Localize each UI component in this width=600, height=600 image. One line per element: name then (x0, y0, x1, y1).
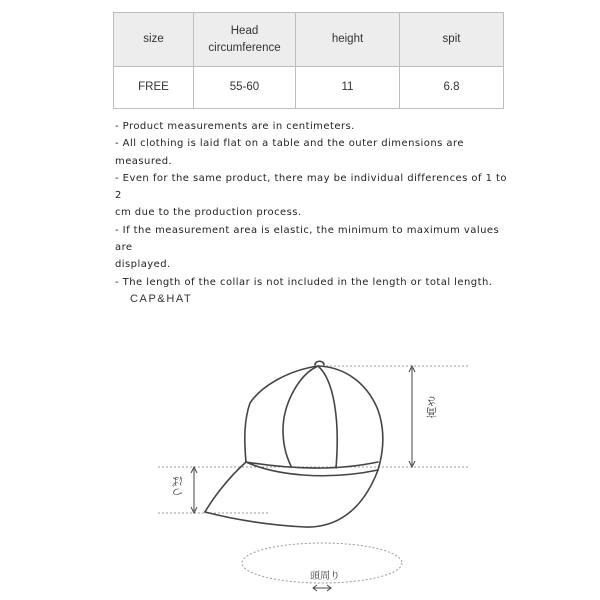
header-spit: spit (400, 13, 504, 67)
cap-button (315, 361, 324, 365)
guide-lines (158, 366, 468, 513)
note-line: cm due to the production process. (115, 207, 302, 219)
cell-size: FREE (114, 67, 194, 109)
header-head-line2: circumference (208, 41, 281, 54)
section-label-cap-hat: CAP&HAT (130, 293, 193, 305)
header-head-line1: Head (230, 24, 259, 37)
cap-brim-outer (205, 470, 378, 527)
circumference-label: 頭周り (310, 571, 340, 582)
note-line: displayed. (115, 259, 171, 271)
note-line: - The length of the collar is not included in the length or total length. (115, 276, 493, 288)
note-line: - Even for the same product, there may be individual differences of 1 to 2 (115, 172, 507, 202)
brim-label: つば (171, 476, 185, 498)
note-line: - If the measurement area is elastic, the minimum to maximum values are (115, 224, 500, 254)
brim-dimension (191, 467, 197, 513)
cell-height: 11 (296, 67, 400, 109)
header-height: height (296, 13, 400, 67)
note-line: - Product measurements are in centimeters. (115, 121, 355, 132)
crown-seam-right (318, 366, 337, 468)
header-size: size (114, 13, 194, 67)
cap-outline (205, 361, 383, 527)
cap-crown (245, 366, 383, 470)
circumference-arrow (313, 585, 331, 591)
note-line: - All clothing is laid flat on a table and the outer dimensions are measured. (115, 138, 464, 167)
cell-spit: 6.8 (400, 67, 504, 109)
height-dimension (409, 366, 415, 467)
height-label: 高さ (425, 396, 439, 418)
cap-brim-top (205, 462, 246, 512)
cell-head-circumference: 55-60 (194, 67, 296, 109)
crown-seam-left (283, 366, 318, 466)
